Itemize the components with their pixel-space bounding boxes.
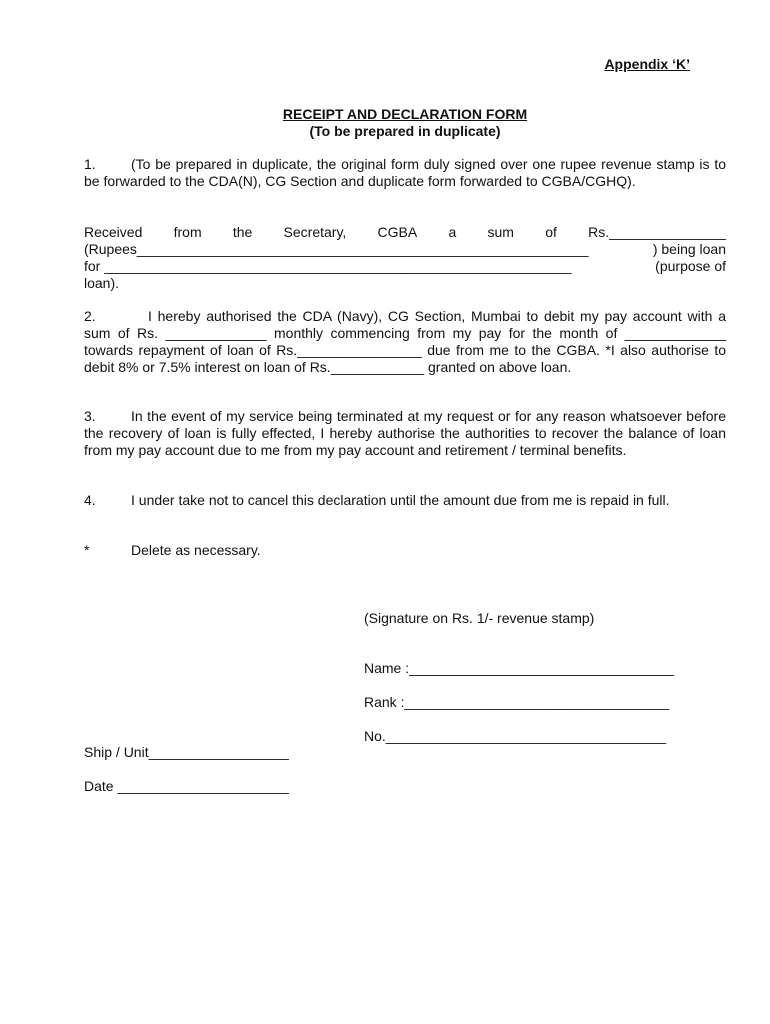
- received-line-2: [84, 241, 726, 258]
- rank-field[interactable]: Rank :__________________________________: [364, 694, 670, 710]
- paragraph-2-text: I hereby authorised the CDA (Navy), CG Section, Mumbai to debit my pay account with a sum of Rs. _____________ monthly commencing from my pay for the month of _____________ towards repayment of loan of Rs.________________ due from me to the CGBA. *I also authorise to debit 8% or 7.5% interest on loan of Rs.____________ granted on above loan.: [84, 308, 726, 375]
- title-block: [0, 106, 770, 140]
- paragraph-4-text: I under take not to cancel this declaration until the amount due from me is repaid in full.: [131, 492, 670, 508]
- rupees-blank: (Rupees__________________________________________________________: [84, 241, 589, 257]
- paragraph-3-text: In the event of my service being terminated at my request or for any reason whatsoever before the recovery of loan is fully effected, I hereby authorise the authorities to recover the balance of loan from my pay account due to me from my pay account and retirement / terminal benefits.: [84, 408, 726, 458]
- paragraph-4: [84, 492, 726, 509]
- received-word: Received: [84, 224, 143, 240]
- received-word: from: [173, 224, 202, 240]
- name-field[interactable]: Name :__________________________________: [364, 660, 674, 676]
- date-field[interactable]: Date ______________________: [84, 778, 289, 794]
- paragraph-3-number: 3.: [84, 408, 96, 424]
- note-text: Delete as necessary.: [131, 542, 261, 558]
- received-line-4: loan).: [84, 275, 120, 291]
- received-statement: [84, 224, 726, 292]
- amount-blank: Rs._______________: [588, 224, 726, 240]
- received-word: of: [545, 224, 557, 240]
- form-subtitle: (To be prepared in duplicate): [309, 123, 501, 139]
- received-word: the: [232, 224, 253, 240]
- note-asterisk: *: [84, 542, 90, 558]
- paragraph-1: [84, 156, 726, 190]
- paragraph-1-number: 1.: [84, 156, 96, 172]
- purpose-blank: for ____________________________________________________________: [84, 258, 572, 274]
- purpose-text: (purpose of: [655, 258, 726, 274]
- form-title: RECEIPT AND DECLARATION FORM: [282, 106, 528, 122]
- being-loan-text: ) being loan: [652, 241, 726, 257]
- ship-unit-field[interactable]: Ship / Unit__________________: [84, 744, 289, 760]
- appendix-label: Appendix ‘K’: [604, 56, 690, 72]
- paragraph-2: [84, 308, 726, 376]
- paragraph-2-number: 2.: [84, 308, 96, 324]
- received-word: a: [448, 224, 457, 240]
- delete-note: [84, 542, 261, 559]
- received-word: sum: [487, 224, 514, 240]
- received-line-1: [84, 224, 726, 241]
- received-word: CGBA: [377, 224, 418, 240]
- paragraph-4-number: 4.: [84, 492, 96, 508]
- paragraph-3: [84, 408, 726, 459]
- number-field[interactable]: No.____________________________________: [364, 728, 667, 744]
- received-word: Secretary,: [283, 224, 347, 240]
- received-line-3: [84, 258, 726, 275]
- signature-label: (Signature on Rs. 1/- revenue stamp): [364, 610, 595, 626]
- paragraph-1-text: (To be prepared in duplicate, the original form duly signed over one rupee revenue stamp is to be forwarded to the CDA(N), CG Section and duplicate form forwarded to CGBA/CGHQ).: [84, 156, 726, 189]
